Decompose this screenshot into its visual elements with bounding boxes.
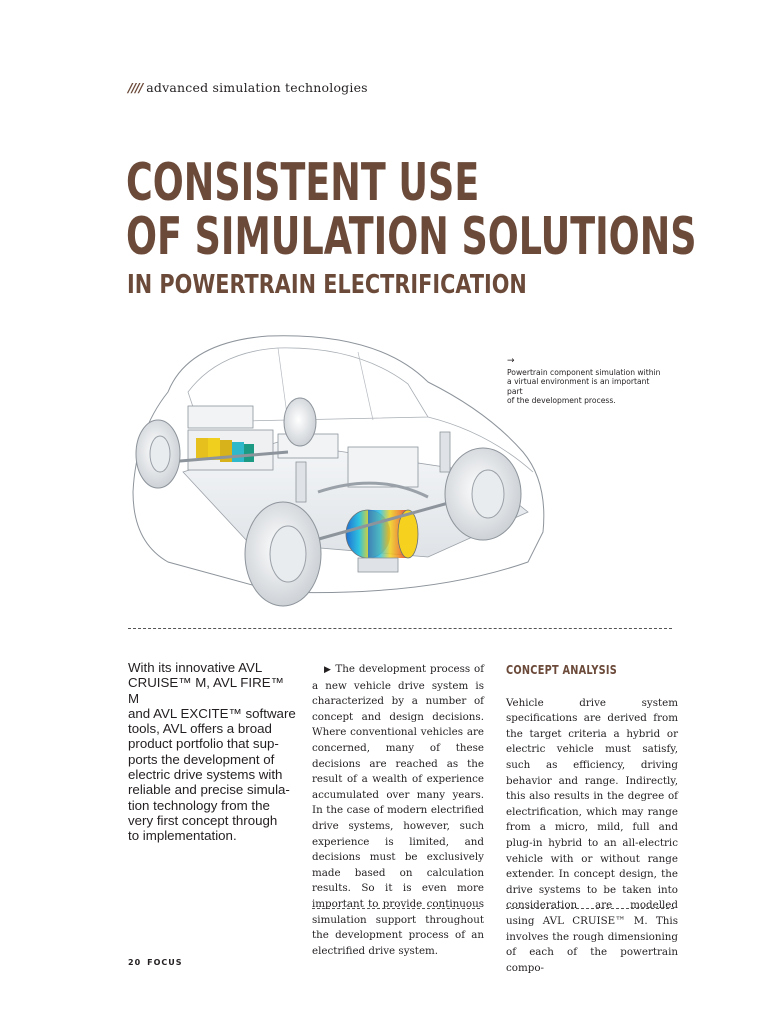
body-column-2 (312, 662, 484, 959)
lead-paragraph (128, 660, 296, 844)
lead-line: electric drive systems with (128, 767, 283, 783)
lead-line: to implementation. (128, 828, 237, 844)
section-heading: CONCEPT ANALYSIS (506, 662, 618, 677)
section-divider (128, 628, 672, 629)
article-title (126, 153, 697, 267)
section-kicker (128, 80, 368, 95)
page-footer (128, 958, 183, 967)
body-text: The development process of a new vehicle drive system is characterized by a number of concept and design decisions. Where conventional vehicles are concerned, many of these decisions are reached as the result of a wealth of experience accumulated over many years. In the case of modern electrified drive systems, however, such experience is limited, and decisions must be exclusively made based on calculation results. So it is even more important to provide continuous simulation support throughout the development process of an electrified drive system. (312, 663, 484, 957)
body-paragraph: Vehicle drive system specifications are derived from the target criteria a hybrid or electric vehicle must satisfy, such as efficiency, driving behavior and range. Indirectly, this also results in the degree of electrification, which may range from a micro, mild, full and plug-in hybrid to an all-electric vehicle with or without range extender. In concept design, the drive systems to be taken into consideration are modelled using AVL CRUISE™ M. This involves the rough dimensioning of each of the powertrain compo- (506, 696, 678, 974)
start-marker-icon: ▶ (324, 665, 332, 675)
lead-line: With its innovative AVL (128, 660, 263, 675)
caption-line: of the development process. (507, 396, 616, 405)
body-paragraph (312, 662, 484, 959)
kicker-text: advanced simulation technologies (146, 80, 368, 95)
article-subtitle: IN POWERTRAIN ELECTRIFICATION (127, 270, 527, 300)
lead-line: product portfolio that sup- (128, 736, 279, 752)
body-column-3 (506, 662, 678, 976)
lead-line: tools, AVL offers a broad (128, 721, 272, 737)
lead-line: CRUISE™ M, AVL FIRE™ M (128, 675, 284, 706)
lead-line: tion technology from the (128, 797, 270, 813)
caption-line: Powertrain component simulation within (507, 367, 661, 377)
column-end-rule (506, 908, 674, 909)
front-left-wheel (245, 502, 321, 606)
lead-line: very first concept through (128, 812, 278, 828)
title-line-2: OF SIMULATION SOLUTIONS (126, 207, 697, 267)
column-end-rule (312, 908, 480, 909)
page-number: 20 (128, 958, 142, 967)
rear-left-wheel (136, 420, 180, 488)
lead-line: and AVL EXCITE™ software (128, 705, 296, 721)
title-line-1: CONSISTENT USE (126, 153, 480, 213)
lead-line: ports the development of (128, 751, 275, 767)
caption-line: a virtual environment is an important part (507, 377, 650, 396)
kicker-marks: //// (128, 80, 143, 95)
caption-arrow-icon: → (507, 356, 515, 366)
lead-line: reliable and precise simula- (128, 782, 290, 798)
electric-motor (346, 510, 418, 572)
front-right-wheel (445, 448, 521, 540)
figure-caption (507, 357, 667, 406)
publication-name: FOCUS (147, 958, 183, 967)
rear-right-wheel (284, 398, 316, 446)
